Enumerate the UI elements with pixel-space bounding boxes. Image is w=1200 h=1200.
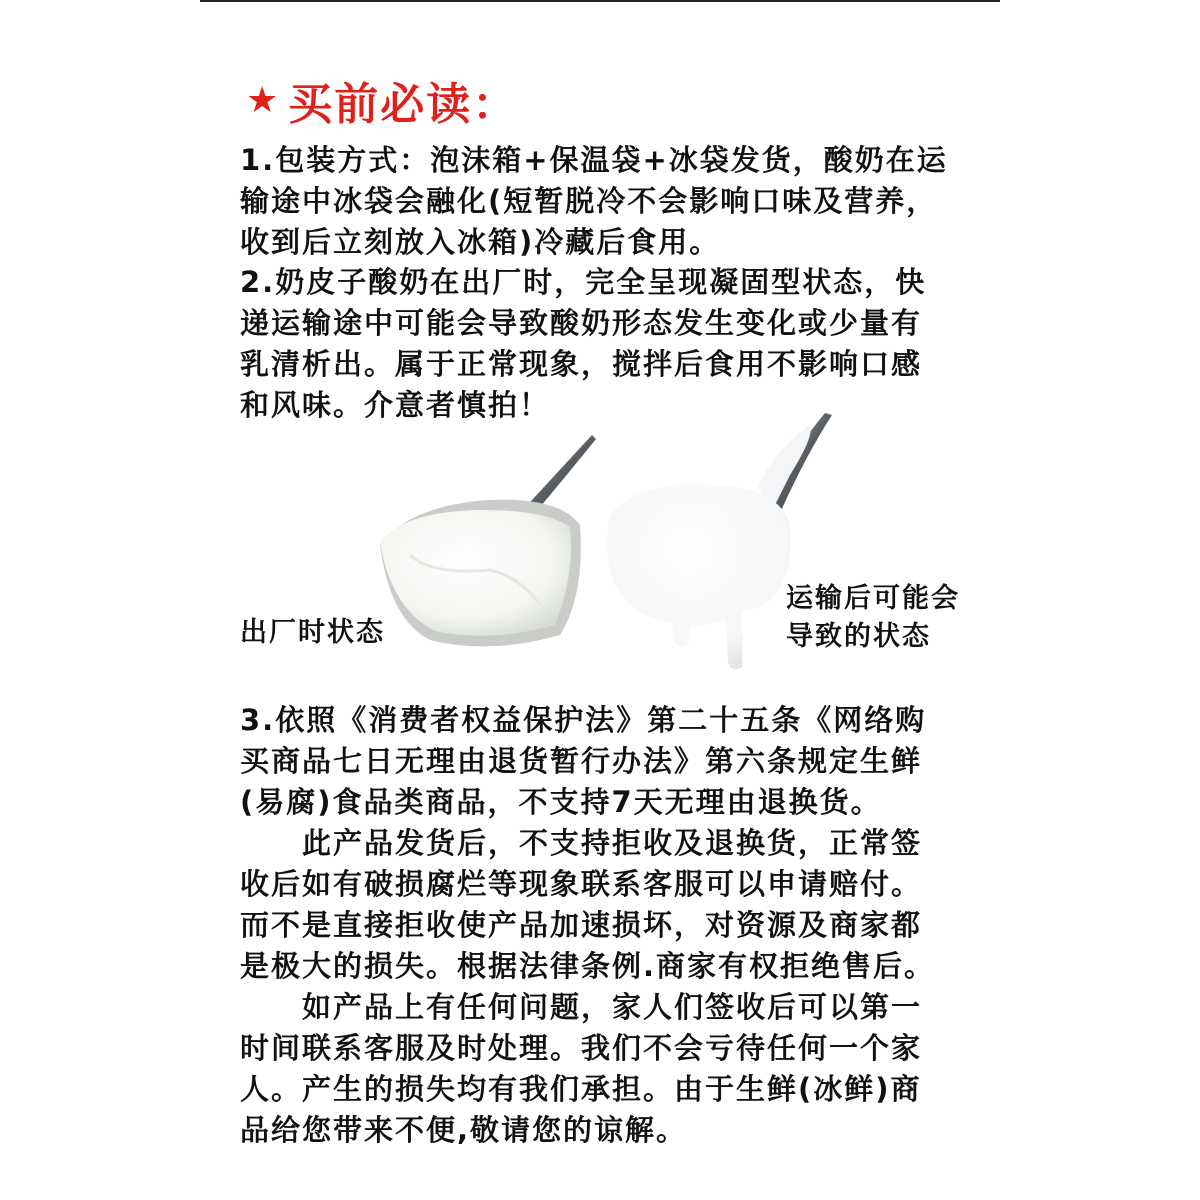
caption-after-shipping-state: 运输后可能会 导致的状态 xyxy=(786,583,960,652)
notice-customer-service: 如产品上有任何问题，家人们签收后可以第一 时间联系客服及时处理。我们不会亏待任何一个家 人。产生的损失均有我们承担。由于生鲜(冰鲜)商 品给您带来不便,敬请您的谅解。 xyxy=(240,990,923,1147)
yogurt-spoons-illustration xyxy=(370,405,850,675)
caption-factory-state: 出厂时状态 xyxy=(240,617,385,648)
notice-no-rejection: 此产品发货后，不支持拒收及退换货，正常签 收后如有破损腐烂等现象联系客服可以申请赔付。 而不是直接拒收使产品加速损坏，对资源及商家都 是极大的损失。根据法律条例.商家有权拒绝售后。 xyxy=(240,826,936,983)
notice-packaging: 1.包装方式：泡沫箱+保温袋+冰袋发货，酸奶在运 输途中冰袋会融化(短暂脱冷不会影响口味及营养， 收到后立刻放入冰箱)冷藏后食用。 xyxy=(240,143,948,259)
star-icon: ★ xyxy=(246,79,281,121)
notice-texture: 2.奶皮子酸奶在出厂时，完全呈现凝固型状态，快 递运输途中可能会导致酸奶形态发生变化或少量有 乳清析出。属于正常现象，搅拌后食用不影响口感 和风味。介意者慎拍！ xyxy=(240,265,927,422)
page-title-text: 买前必读： xyxy=(288,79,519,130)
notice-return-policy: 3.依照《消费者权益保护法》第二十五条《网络购 买商品七日无理由退货暂行办法》第六条规定生鲜 (易腐)食品类商品，不支持7天无理由退换货。 xyxy=(240,703,927,819)
page-title xyxy=(246,68,518,132)
runny-yogurt-right xyxy=(607,484,791,669)
yogurt-comparison-photos xyxy=(370,405,850,675)
top-divider xyxy=(200,0,1000,2)
